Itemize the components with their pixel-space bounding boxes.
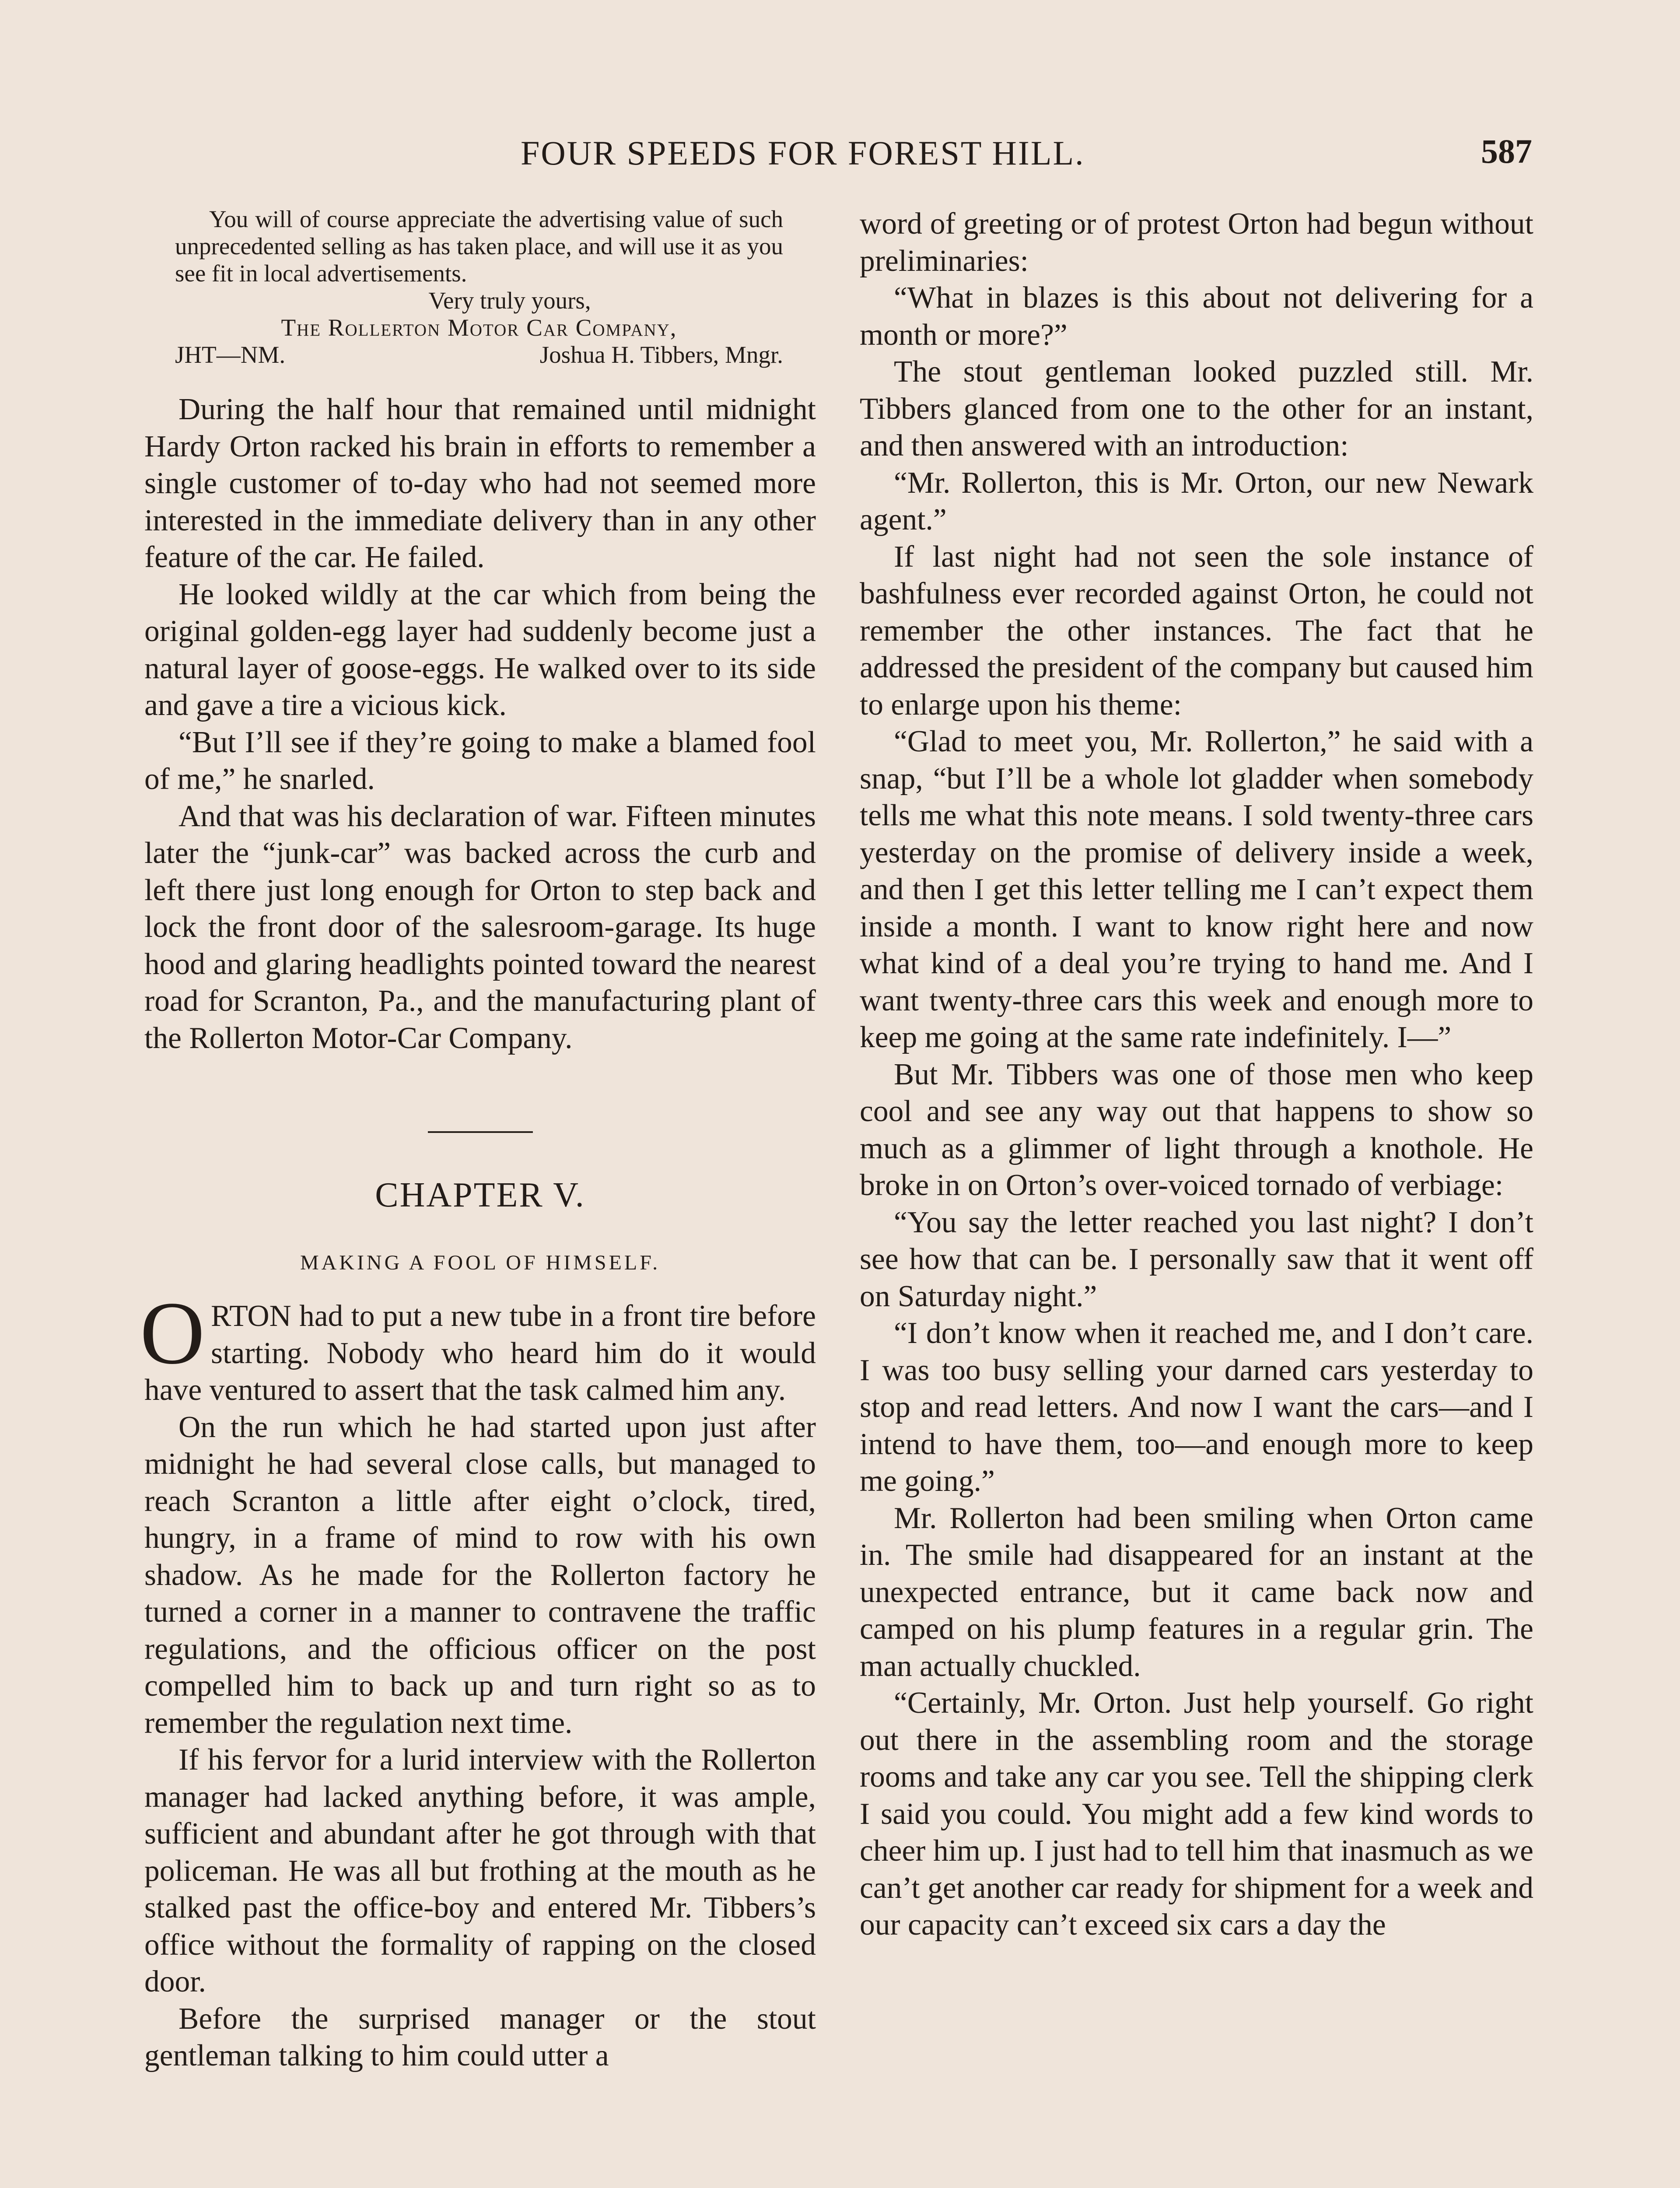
- right-column: [860, 206, 1533, 1944]
- paragraph: During the half hour that remained until midnight Hardy Orton racked his brain in efforts to remember a single customer of to-day who had not seemed more interested in the immediate delivery than in any other feature of the car. He failed.: [144, 393, 816, 574]
- section-divider: [428, 1131, 533, 1133]
- paragraph: “You say the letter reached you last night? I don’t see how that can be. I personally saw that it went off on Saturday night.”: [860, 1205, 1533, 1313]
- paragraph: If last night had not seen the sole instance of bashfulness ever recorded against Orton, he could not remember the other instances. The fact that he addressed the president of the company but caused him to enlarge upon his theme:: [860, 540, 1533, 722]
- paragraph: “Glad to meet you, Mr. Rollerton,” he said with a snap, “but I’ll be a whole lot gladder when somebody tells me what this note means. I sold twenty-three cars yesterday on the promise of delivery inside a week, and then I get this letter telling me I can’t expect them inside a month. I want to know right here and now what kind of a deal you’re trying to hand me. And I want twenty-three cars this week and enough more to keep me going at the same rate indefinitely. I—”: [860, 725, 1533, 1054]
- letter-company: The Rollerton Motor Car Company,: [281, 314, 677, 341]
- paragraph: “I don’t know when it reached me, and I don’t care. I was too busy selling your darned cars yesterday to stop and read letters. And now I want the cars—and I intend to have them, too—and enough more to keep me going.”: [860, 1316, 1533, 1498]
- letter-signatory: Joshua H. Tibbers, Mngr.: [539, 341, 783, 368]
- paragraph: “Mr. Rollerton, this is Mr. Orton, our new Newark agent.”: [860, 466, 1533, 536]
- paragraph: Before the surprised manager or the stout gentleman talking to him could utter a: [144, 2002, 816, 2072]
- paragraph: On the run which he had started upon just after midnight he had several close calls, but managed to reach Scranton a little after eight o’clock, tired, hungry, in a frame of mind to row with his own shadow. As he made for the Rollerton factory he turned a corner in a manner to contravene the traffic regulations, and the officious officer on the post compelled him to back up and turn right so as to remember the regulation next time.: [144, 1410, 816, 1740]
- letter-body: You will of course appreciate the advertising value of such unprecedented selling as has taken place, and will use it as you see fit in local advertisements.: [175, 206, 783, 287]
- letter-block: [144, 206, 816, 368]
- letter-closing: Very truly yours,: [428, 287, 591, 314]
- paragraph: [140, 1283, 816, 1409]
- paragraph: “Certainly, Mr. Orton. Just help yourself. Go right out there in the assembling room and the storage rooms and take any car you see. Tell the shipping clerk I said you could. You might add a few kind words to cheer him up. I just had to tell him that inasmuch as we can’t get another car ready for shipment for a week and our capacity can’t exceed six cars a day the: [860, 1686, 1533, 1942]
- left-column: [140, 206, 816, 2075]
- paragraph: He looked wildly at the car which from being the original golden-egg layer had suddenly become just a natural layer of goose-eggs. He walked over to its side and gave a tire a vicious kick.: [144, 577, 816, 722]
- drop-cap: O: [140, 1283, 205, 1383]
- letter-signature-line: [175, 341, 783, 368]
- page-number: 587: [1481, 132, 1532, 170]
- paragraph: “What in blazes is this about not delivering for a month or more?”: [860, 281, 1533, 352]
- chapter-subtitle: MAKING A FOOL OF HIMSELF.: [300, 1251, 661, 1274]
- page-header: [0, 133, 1680, 182]
- chapter-title: CHAPTER V.: [375, 1176, 585, 1214]
- running-title: FOUR SPEEDS FOR FOREST HILL.: [521, 134, 1085, 172]
- paragraph: “But I’ll see if they’re going to make a blamed fool of me,” he snarled.: [144, 725, 816, 796]
- paragraph-text: RTON had to put a new tube in a front tire before starting. Nobody who heard him do it would have ventured to assert that the task calmed him any.: [144, 1299, 816, 1407]
- paragraph: Mr. Rollerton had been smiling when Orton came in. The smile had disappeared for an instant at the unexpected entrance, but it came back now and camped on his plump features in a regular grin. The man actually chuckled.: [860, 1501, 1533, 1683]
- paragraph: And that was his declaration of war. Fifteen minutes later the “junk-car” was backed across the curb and left there just long enough for Orton to step back and lock the front door of the salesroom-garage. Its huge hood and glaring headlights pointed toward the nearest road for Scranton, Pa., and the manufacturing plant of the Rollerton Motor-Car Company.: [144, 799, 816, 1055]
- letter-initials: JHT—NM.: [175, 341, 286, 368]
- paragraph: But Mr. Tibbers was one of those men who keep cool and see any way out that happens to show so much as a glimmer of light through a knothole. He broke in on Orton’s over-voiced tornado of verbiage:: [860, 1057, 1533, 1202]
- paragraph: The stout gentleman looked puzzled still. Mr. Tibbers glanced from one to the other for an instant, and then answered with an introduction:: [860, 355, 1533, 463]
- paragraph: word of greeting or of protest Orton had begun without preliminaries:: [860, 207, 1533, 278]
- paragraph: If his fervor for a lurid interview with the Rollerton manager had lacked anything before, it was ample, sufficient and abundant after he got through with that policeman. He was all but frothing at the mouth as he stalked past the office-boy and entered Mr. Tibbers’s office without the formality of rapping on the closed door.: [144, 1743, 816, 1999]
